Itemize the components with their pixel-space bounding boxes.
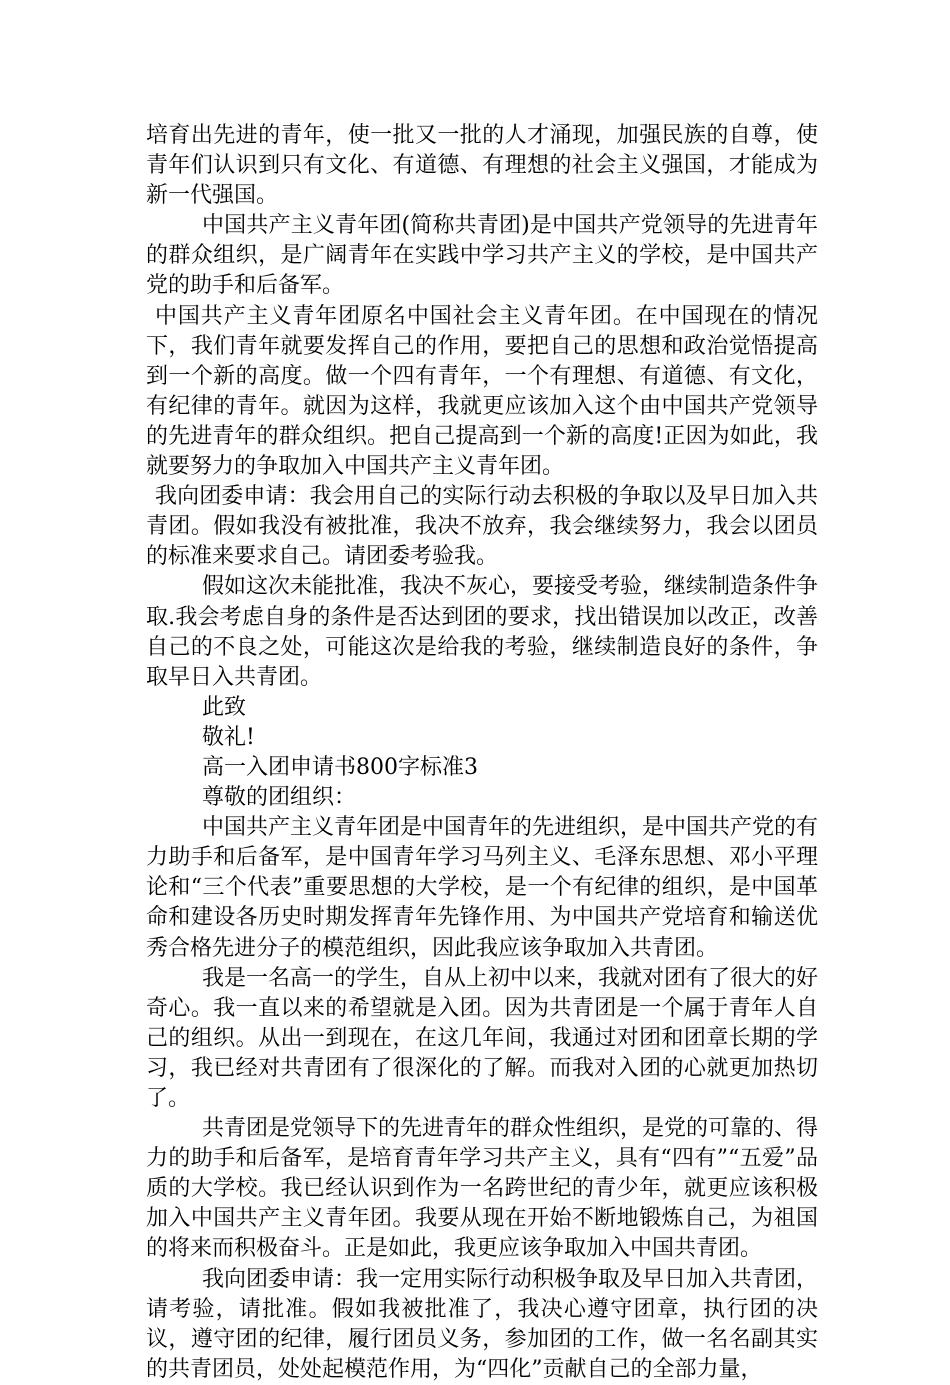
- paragraph-application-request: 我向团委申请：我会用自己的实际行动去积极的争取以及早日加入共青团。假如我没有被批准，我决不放弃，我会继续努力，我会以团员的标准来要求自己。请团委考验我。: [146, 484, 818, 570]
- closing-salutation: 此致: [202, 694, 247, 720]
- paragraph-cyl-advanced-organization: 中国共产主义青年团是中国青年的先进组织，是中国共产党的有力助手和后备军，是中国青年学习马列主义、毛泽东思想、邓小平理论和“三个代表”重要思想的大学校，是一个有纪律的组织，是中国革命和建设各历史时期发挥青年先锋作用、为中国共产党培育和输送优秀合格先进分子的模范组织，因此我应该争取加入共青团。: [146, 815, 819, 961]
- paragraph-cyl-definition: 中国共产主义青年团(简称共青团)是中国共产党领导的先进青年的群众组织，是广阔青年在实践中学习共产主义的学校，是中国共产党的助手和后备军。: [146, 213, 818, 299]
- document-page: [146, 121, 818, 1385]
- greeting: 尊敬的团组织：: [202, 785, 357, 811]
- paragraph-continuation: 培育出先进的青年，使一批又一批的人才涌现，加强民族的自尊，使青年们认识到只有文化、有道德、有理想的社会主义强国，才能成为新一代强国。: [146, 123, 818, 209]
- section-title: 高一入团申请书800字标准3: [202, 754, 478, 780]
- paragraph-student-background: 我是一名高一的学生，自从上初中以来，我就对团有了很大的好奇心。我一直以来的希望就是入团。因为共青团是一个属于青年人自己的组织。从出一到现在，在这几年间，我通过对团和团章长期的学习，我已经对共青团有了很深化的了解。而我对入团的心就更加热切了。: [146, 965, 819, 1111]
- paragraph-if-not-approved: 假如这次未能批准，我决不灰心，要接受考验，继续制造条件争取.我会考虑自身的条件是否达到团的要求，找出错误加以改正，改善自己的不良之处，可能这次是给我的考验，继续制造良好的条件，争取早日入共青团。: [146, 574, 819, 690]
- paragraph-final-request: 我向团委申请：我一定用实际行动积极争取及早日加入共青团，请考验，请批准。假如我被批准了，我决心遵守团章，执行团的决议，遵守团的纪律，履行团员义务，参加团的工作，做一名名副其实的共青团员，处处起模范作用，为“四化”贡献自己的全部力量，: [146, 1266, 819, 1382]
- paragraph-cyl-former-name: 中国共产主义青年团原名中国社会主义青年团。在中国现在的情况下，我们青年就要发挥自己的作用，要把自己的思想和政治觉悟提高到一个新的高度。做一个四有青年，一个有理想、有道德、有文化，有纪律的青年。就因为这样，我就更应该加入这个由中国共产党领导的先进青年的群众组织。把自己提高到一个新的高度!正因为如此，我就要努力的争取加入中国共产主义青年团。: [146, 303, 818, 480]
- closing-regards: 敬礼!: [202, 724, 255, 750]
- paragraph-party-led-organization: 共青团是党领导下的先进青年的群众性组织，是党的可靠的、得力的助手和后备军，是培育青年学习共产主义，具有“四有”“五爱”品质的大学校。我已经认识到作为一名跨世纪的青少年，就更应该积极加入中国共产主义青年团。我要从现在开始不断地锻炼自己，为祖国的将来而积极奋斗。正是如此，我更应该争取加入中国共青团。: [146, 1116, 819, 1262]
